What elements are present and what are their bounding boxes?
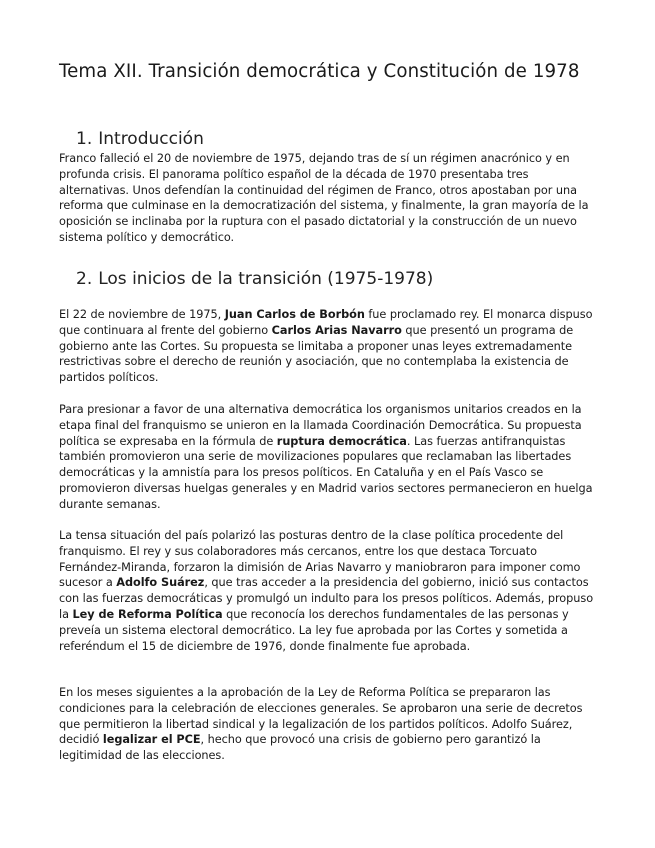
paragraph-text: En los meses siguientes a la aprobación de la Ley de Reforma Política se prepararon las condiciones para la celebración de elecciones generales. Se aprobaron una serie de decretos que permitieron la libertad sindical y la legalización de los partidos políticos. Adolfo Suárez, decidió <box>59 686 583 747</box>
paragraph-suarez <box>59 528 599 654</box>
section-heading-inicios-transicion <box>76 268 616 290</box>
paragraph-text: fue proclamado rey. El monarca dispuso que continuara al frente del gobierno <box>59 308 593 337</box>
paragraph-text: . Las fuerzas antifranquistas también promovieron una serie de movilizaciones populares que reclamaban las libertades democráticas y la amnistía para los presos políticos. En Cataluña y en el País Vasco se promovieron diversas huelgas generales y en Madrid varios sectores permanecieron en huelga durante semanas. <box>59 434 593 511</box>
paragraph-text: que presentó un programa de gobierno ante las Cortes. Su propuesta se limitaba a proponer unas leyes extremadamente restrictivas sobre el derecho de reunión y asociación, que no contemplaba la existencia de partidos políticos. <box>59 323 574 385</box>
paragraph-introduccion <box>59 151 599 246</box>
paragraph-ruptura <box>59 402 599 513</box>
bold-term: legalizar el PCE <box>102 733 201 747</box>
paragraph-proclamacion <box>59 307 599 386</box>
bold-term: Adolfo Suárez <box>116 576 205 590</box>
section-title: Los inicios de la transición (1975-1978) <box>98 269 434 289</box>
section-number: 2. <box>76 269 93 289</box>
section-number: 1. <box>76 129 93 149</box>
bold-term: Carlos Arias Navarro <box>271 323 402 337</box>
paragraph-text: Para presionar a favor de una alternativa democrática los organismos unitarios creados en la etapa final del franquismo se unieron en la llamada Coordinación Democrática. Su propuesta política se expresaba en la fórmula de <box>59 403 582 448</box>
paragraph-text: , que tras acceder a la presidencia del gobierno, inició sus contactos con las fuerzas democráticas y promulgó un indulto para los presos políticos. Además, propuso la <box>59 576 594 621</box>
bold-term: Juan Carlos de Borbón <box>224 308 365 321</box>
paragraph-text: El 22 de noviembre de 1975, <box>59 308 225 321</box>
document-title: Tema XII. Transición democrática y Constitución de 1978 <box>59 61 580 82</box>
paragraph-elecciones <box>59 685 599 764</box>
section-title: Introducción <box>98 129 204 149</box>
bold-term: ruptura democrática <box>276 434 407 448</box>
paragraph-text: que reconocía los derechos fundamentales de las personas y preveía un sistema electoral democrático. La ley fue aprobada por las Cortes y sometida a referéndum el 15 de diciembre de 1976, donde finalmente fue aprobada. <box>59 607 569 653</box>
paragraph-text: La tensa situación del país polarizó las posturas dentro de la clase política procedente del franquismo. El rey y sus colaboradores más cercanos, entre los que destaca Torcuato Fernández-Miranda, forzaron la dimisión de Arias Navarro y maniobraron para imponer como sucesor a <box>59 529 581 590</box>
paragraph-text: , hecho que provocó una crisis de gobierno pero garantizó la legitimidad de las elecciones. <box>59 733 541 763</box>
paragraph-text: Franco falleció el 20 de noviembre de 1975, dejando tras de sí un régimen anacrónico y en profunda crisis. El panorama político español de la década de 1970 presentaba tres alternativas. Unos defendían la continuidad del régimen de Franco, otros apostaban por una reforma que culminase en la democratización del sistema, y finalmente, la gran mayoría de la oposición se inclinaba por la ruptura con el pasado dictatorial y la construcción de un nuevo sistema político y democrático. <box>59 152 589 244</box>
section-heading-introduccion <box>76 128 616 150</box>
bold-term: Ley de Reforma Política <box>72 607 223 621</box>
